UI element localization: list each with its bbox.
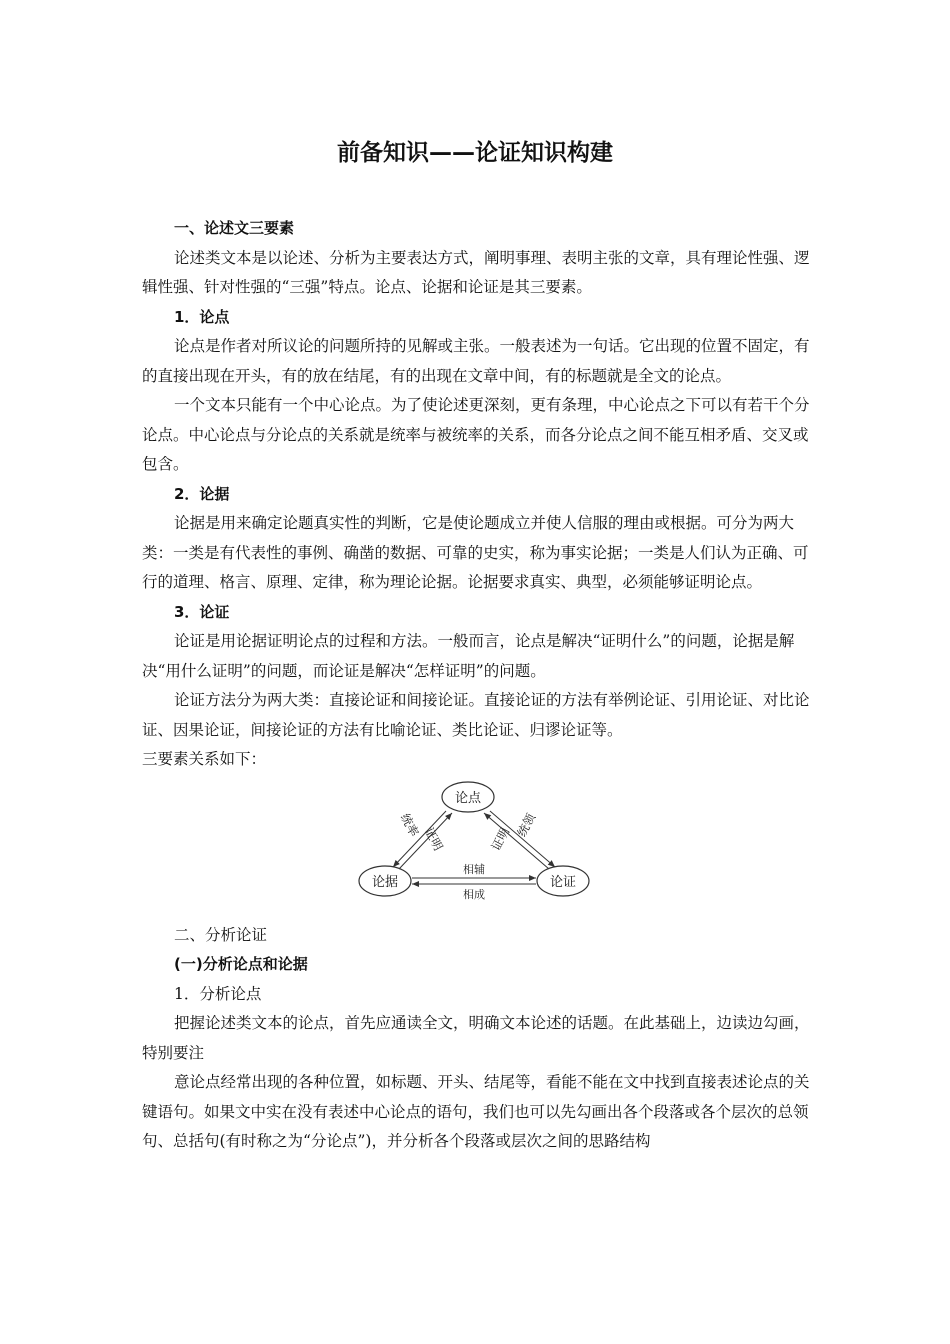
label-left-inner: 证明 (421, 824, 446, 853)
lunju-heading: 2．论据 (174, 484, 230, 503)
relation-intro: 三要素关系如下： (142, 750, 267, 768)
lundian-paragraph-2: 一个文本只能有一个中心论点。为了使论述更深刻，更有条理，中心论点之下可以有若干个分论点。中心论点与分论点的关系就是统率与被统率的关系，而各分论点之间不能互相矛盾、交叉或包含。 (142, 396, 810, 473)
section1-intro: 论述类文本是以论述、分析为主要表达方式，阐明事理、表明主张的文章，具有理论性强、逻辑性强、针对性强的“三强”特点。论点、论据和论证是其三要素。 (142, 248, 810, 296)
section2-heading: 二、分析论证 (174, 925, 268, 944)
lunzheng-heading: 3．论证 (174, 602, 230, 621)
analyze-lundian-paragraph-2: 意论点经常出现的各种位置，如标题、开头、结尾等，看能不能在文中找到直接表述论点的关键语句。如果文中实在没有表述中心论点的语句，我们也可以先勾画出各个段落或各个层次的总领句、总括句(有时称之为“分论点”)，并分析各个段落或层次之间的思路结构 (142, 1073, 810, 1150)
document-body (142, 214, 812, 1157)
label-right-outer: 统领 (514, 810, 539, 839)
label-bottom-top: 相辅 (463, 862, 485, 876)
analyze-lundian-paragraph-1: 把握论述类文本的论点，首先应通读全文，明确文本论述的话题。在此基础上，边读边勾画，特别要注 (142, 1014, 810, 1062)
three-elements-diagram (358, 781, 598, 909)
lunzheng-paragraph-2: 论证方法分为两大类：直接论证和间接论证。直接论证的方法有举例论证、引用论证、对比论证、因果论证，间接论证的方法有比喻论证、类比论证、归谬论证等。 (142, 691, 810, 739)
analyze-lundian-heading: 1．分析论点 (174, 984, 262, 1003)
label-right-inner: 证明 (488, 824, 513, 853)
node-lunju-label: 论据 (371, 874, 399, 890)
label-left-outer: 统率 (397, 810, 422, 839)
label-bottom-bottom: 相成 (463, 887, 485, 901)
lundian-heading: 1．论点 (174, 307, 230, 326)
node-lundian-label: 论点 (454, 790, 482, 806)
section2-subheading: (一)分析论点和论据 (174, 955, 308, 973)
lunzheng-paragraph-1: 论证是用论据证明论点的过程和方法。一般而言，论点是解决“证明什么”的问题，论据是解决“用什么证明”的问题，而论证是解决“怎样证明”的问题。 (142, 632, 795, 680)
node-lunzheng-label: 论证 (549, 874, 577, 890)
lundian-paragraph-1: 论点是作者对所议论的问题所持的见解或主张。一般表述为一句话。它出现的位置不固定，有的直接出现在开头，有的放在结尾，有的出现在文章中间，有的标题就是全文的论点。 (142, 337, 810, 385)
page-title: 前备知识——论证知识构建 (337, 140, 613, 166)
lunju-paragraph-1: 论据是用来确定论题真实性的判断，它是使论题成立并使人信服的理由或根据。可分为两大类：一类是有代表性的事例、确凿的数据、可靠的史实，称为事实论据；一类是人们认为正确、可行的道理、格言、原理、定律，称为理论论据。论据要求真实、典型，必须能够证明论点。 (142, 514, 809, 591)
section1-heading: 一、论述文三要素 (174, 219, 295, 237)
